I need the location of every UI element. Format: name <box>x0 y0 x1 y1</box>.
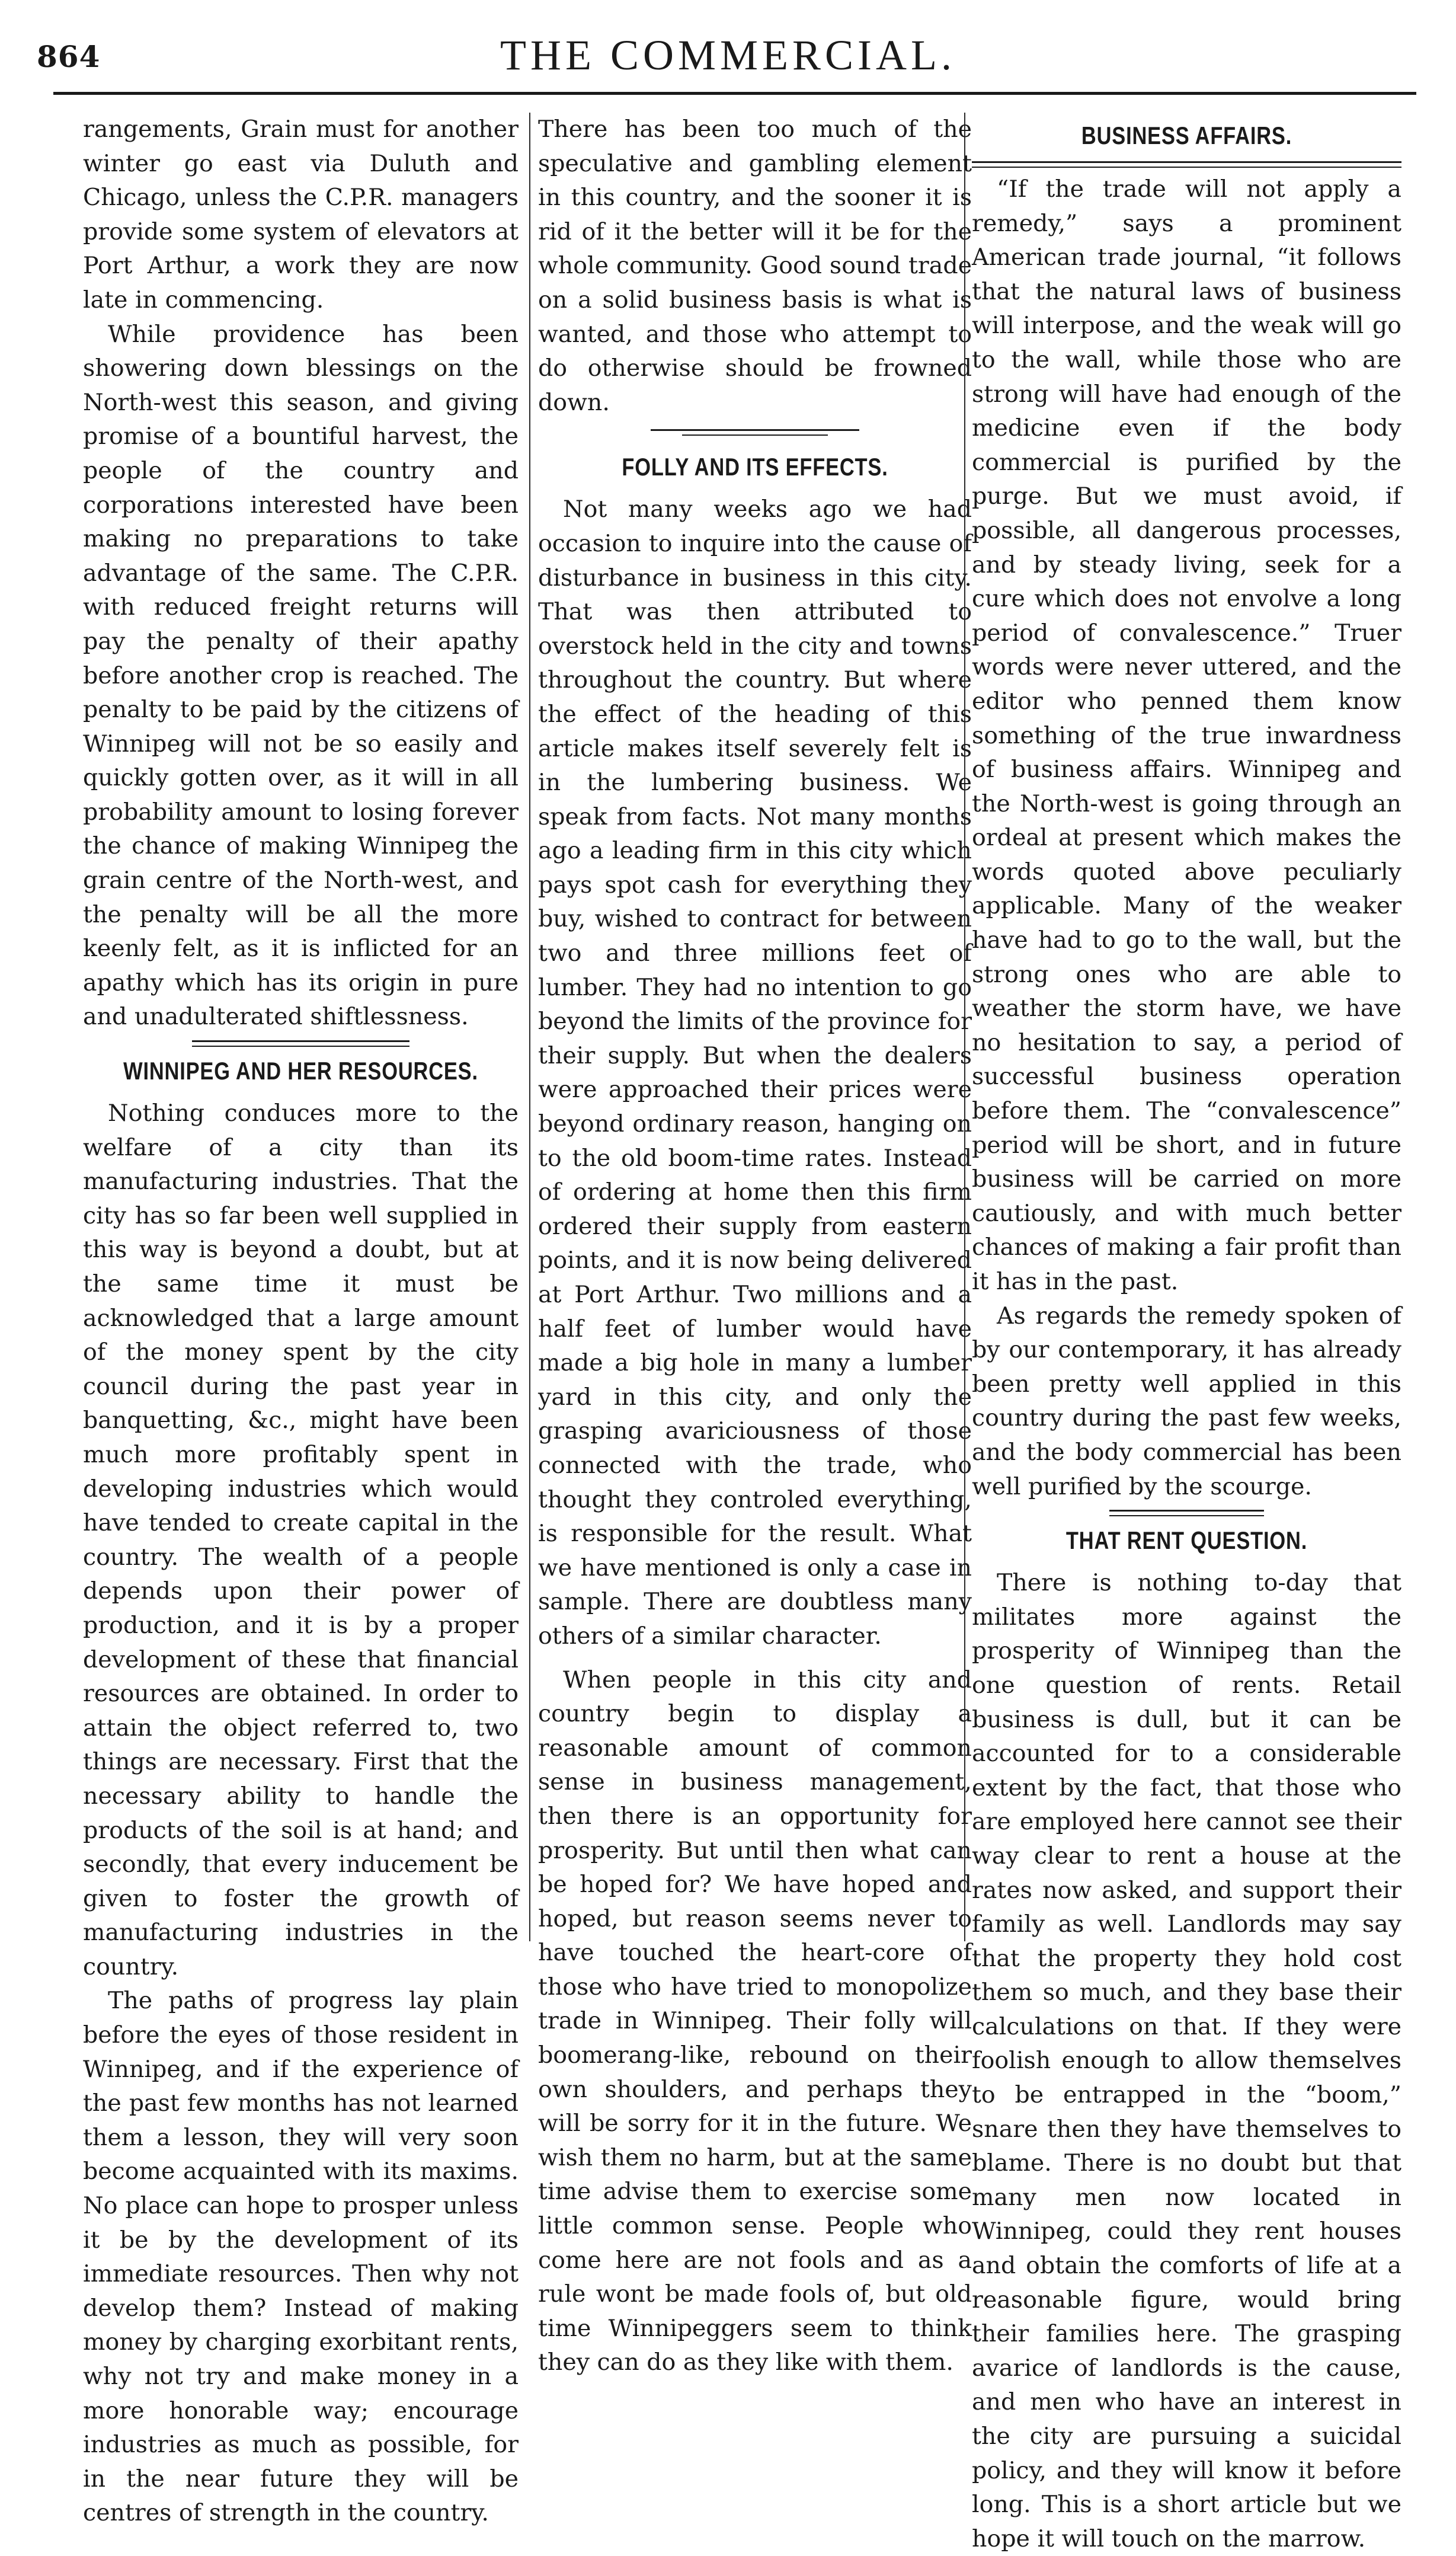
column-divider-left <box>529 113 530 1941</box>
column-2-continued-text: There has been too much of the speculative and gambling element in this country, and the sooner it is rid of it the better will it be for the whole community. Good sound trade on a solid business basis is what is wanted, and those who attempt to do otherwise should be frowned down. <box>538 116 972 416</box>
masthead-rule <box>53 92 1416 95</box>
column-1-continued-text: rangements, Grain must for another winter go east via Duluth and Chicago, unless the C.P.R. managers provide some system of elevators at Port Arthur, a work they are now late in commencing. <box>83 116 519 314</box>
article-heading-winnipeg-resources: WINNIPEG AND HER RESOURCES. <box>123 1057 478 1085</box>
heading-rule <box>972 161 1401 168</box>
column-3 <box>972 113 1401 2552</box>
column-1-paragraph-3: Nothing conduces more to the welfare of a city than its manufacturing industries. That the city has so far been well supplied in this way is beyond a doubt, but at the same time it must be acknowledged that a large amount of the money spent by the city council during the past year in banquetting, &c., might have been much more profitably spent in developing industries which would have tended to create capital in the country. The wealth of a people depends upon their power of production, and it is by a proper development of these that financial resources are obtained. In order to attain the object referred to, two things are necessary. First that the necessary ability to handle the products of the soil is at hand; and secondly, that every inducement be given to foster the growth of manufacturing industries in the country. <box>83 1100 519 1980</box>
section-rule <box>1109 1510 1264 1516</box>
section-separator <box>651 429 859 436</box>
section-rule <box>192 1040 410 1047</box>
article-heading-rent-question: THAT RENT QUESTION. <box>1065 1526 1308 1555</box>
column-3-paragraph-2: As regards the remedy spoken of by our contemporary, it has already been pretty well applied in this country during the past few weeks, and the body commercial has been well purified by the scourge. <box>972 1302 1401 1500</box>
masthead <box>0 0 1456 113</box>
column-2-paragraph-3: When people in this city and country begin to display a reasonable amount of common sense in business management, then there is an opportunity for prosperity. But until then what can be hoped for? We have hoped and hoped, but reason seems never to have touched the heart-core of those who have tried to monopolize trade in Winnipeg. Their folly will boomerang-like, rebound on their own shoulders, and perhaps they will be sorry for it in the future. We wish them no harm, but at the same time advise them to exercise some little common sense. People who come here are not fools and as a rule wont be made fools of, but old time Winnipeggers seem to think they can do as they like with them. <box>538 1666 972 2376</box>
column-2-paragraph-2: Not many weeks ago we had occasion to inquire into the cause of disturbance in business in this city. That was then attributed to overstock held in the city and towns throughout the country. But where the effect of the heading of this article makes itself severely felt is in the lumbering business. We speak from facts. Not many months ago a leading firm in this city which pays spot cash for everything they buy, wished to contract for between two and three millions feet of lumber. They had no intention to go beyond the limits of the province for their supply. But when the dealers were approached their prices were beyond ordinary reason, hanging on to the old boom-time rates. Instead of ordering at home then this firm ordered their supply from eastern points, and it is now being delivered at Port Arthur. Two millions and a half feet of lumber would have made a big hole in many a lumber yard in this city, and only the grasping avariciousness of those connected with the trade, who thought they controled everything, is responsible for the result. What we have mentioned is only a case in sample. There are doubtless many others of a similar character. <box>538 496 972 1650</box>
publication-title: THE COMMERCIAL. <box>500 31 956 79</box>
column-1-paragraph-4: The paths of progress lay plain before the eyes of those resident in Winnipeg, and if the experience of the past few months has not learned them a lesson, they will very soon become acquainted with its maxims. No place can hope to prosper unless it be by the development of its immediate resources. Then why not develop them? Instead of making money by charging exorbitant rents, why not try and make money in a more honorable way; encourage industries as much as possible, for in the near future they will be centres of strength in the country. <box>83 1987 519 2527</box>
column-1 <box>83 113 519 2527</box>
column-3-paragraph-1: “If the trade will not apply a remedy,” says a prominent American trade journal, “it follows that the natural laws of business will interpose, and the weak will go to the wall, while those who are strong will have had enough of the medicine even if the body commercial is purified by the purge. But we must avoid, if possible, all dangerous processes, and by steady living, seek for a cure which does not envolve a long period of convalescence.” Truer words were never uttered, and the editor who penned them know something of the true inwardness of business affairs. Winnipeg and the North-west is going through an ordeal at present which makes the words quoted above peculiarly applicable. Many of the weaker have had to go to the wall, but the strong ones who are able to weather the storm have, we have no hesitation to say, a period of successful business operation before them. The “convalescence” period will be short, and in future business will be carried on more cautiously, and with much better chances of making a fair profit than it has in the past. <box>972 175 1401 1295</box>
page-number: 864 <box>37 39 101 74</box>
column-3-paragraph-3: There is nothing to-day that militates more against the prosperity of Winnipeg than the one question of rents. Retail business is dull, but it can be accounted for to a considerable extent by the fact, that those who are employed here cannot see their way clear to rent a house at the rates now asked, and support their family as well. Landlords may say that the property they hold cost them so much, and they base their calculations on that. If they were foolish enough to allow themselves to be entrapped in the “boom,” snare then they have themselves to blame. There is no doubt but that many men now located in Winnipeg, could they rent houses and obtain the comforts of life at a reasonable figure, would bring their families here. The grasping avarice of landlords is the cause, and men who have an interest in the city are pursuing a suicidal policy, and they will know it before long. This is a short article but we hope it will touch on the marrow. <box>972 1569 1401 2552</box>
column-2 <box>538 113 972 2376</box>
column-1-paragraph-2: While providence has been showering down blessings on the North-west this season, and giving promise of a bountiful harvest, the people of the country and corporations interested have been making no preparations to take advantage of the same. The C.P.R. with reduced freight returns will pay the penalty of their apathy before another crop is reached. The penalty to be paid by the citizens of Winnipeg will not be so easily and quickly gotten over, as it will in all probability amount to losing forever the chance of making Winnipeg the grain centre of the North-west, and the penalty will be all the more keenly felt, as it is inflicted for an apathy which has its origin in pure and unadulterated shiftlessness. <box>83 320 519 1031</box>
article-heading-business-affairs: BUSINESS AFFAIRS. <box>1081 122 1292 149</box>
article-heading-folly-effects: FOLLY AND ITS EFFECTS. <box>622 453 888 481</box>
